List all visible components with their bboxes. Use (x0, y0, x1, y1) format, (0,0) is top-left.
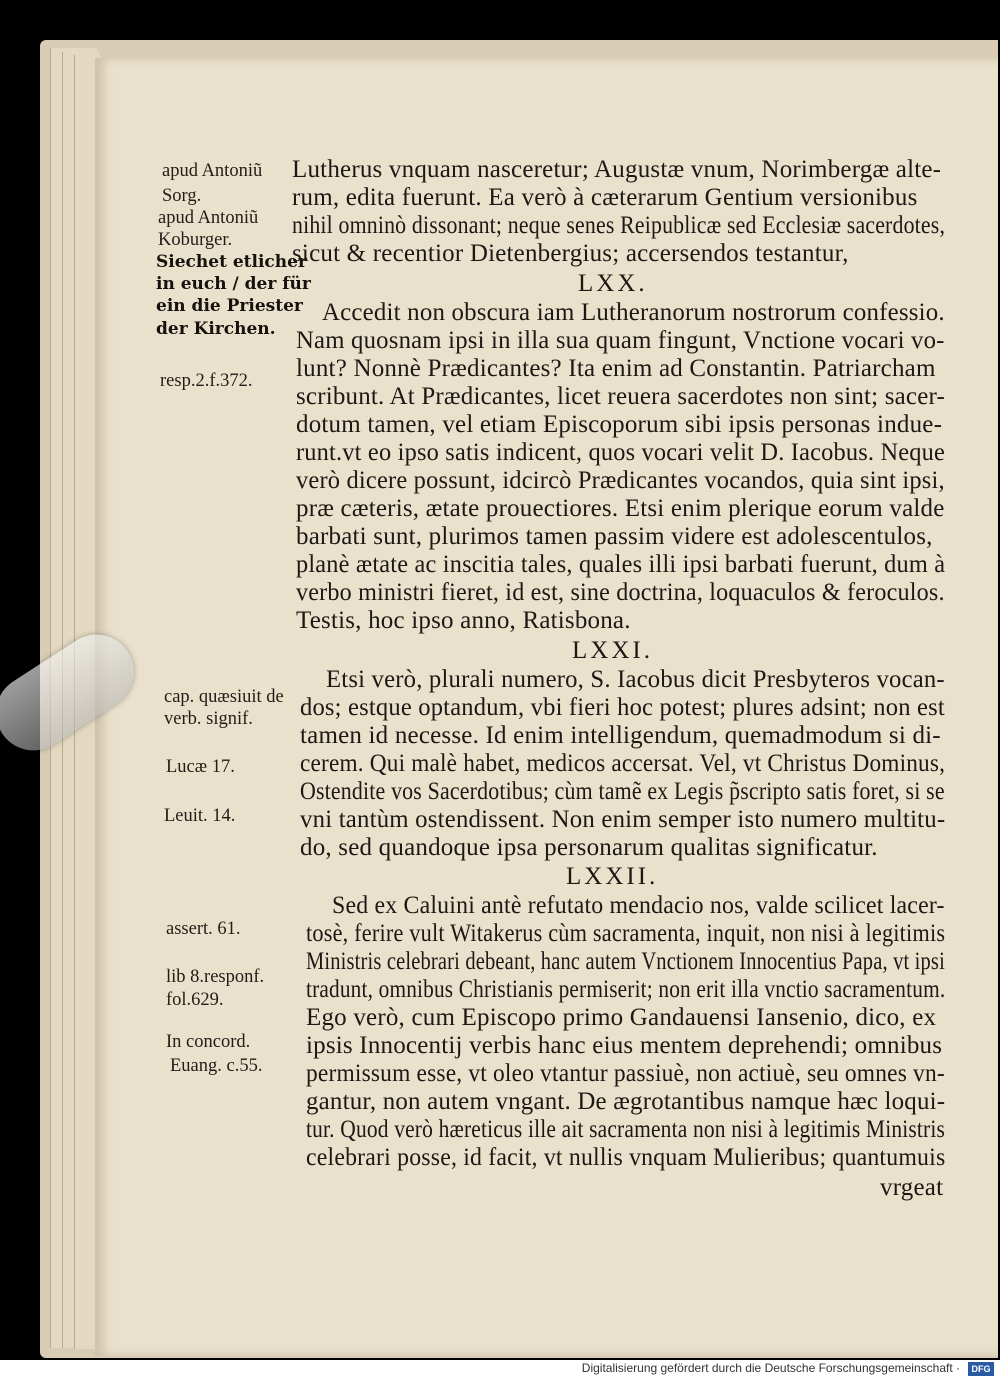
text-line: permissum esse, vt oleo vtantur passiuè, non actiuè, seu omnes vn- (306, 1060, 945, 1087)
text-line: Ministris celebrari debeant, hanc autem Vnctionem Innocentius Papa, vt ipsi (306, 948, 945, 975)
text-line: runt.vt eo ipso satis indicent, quos vocari velit D. Iacobus. Neque (296, 439, 946, 466)
text-line: scribunt. At Prædicantes, licet reuera sacerdotes non sint; sacer- (296, 383, 945, 410)
text-line: verbo ministri fieret, id est, sine doctrina, loquaculos & feroculos. (296, 579, 945, 606)
text-line: tradunt, omnibus Christianis permiserit; non erit illa vnctio sacramentum. (306, 976, 946, 1003)
margin-note: ein die Priester (156, 296, 303, 316)
text-line: Accedit non obscura iam Lutheranorum nostrorum confessio. (322, 299, 945, 326)
margin-note: verb. signif. (164, 709, 253, 729)
margin-note: Siechet etlicher (156, 252, 307, 272)
text-line: cerem. Qui malè habet, medicos accersat. Vel, vt Christus Dominus, (300, 750, 946, 777)
section-heading: LXX. (578, 270, 648, 297)
text-line: præ cæteris, ætate prouectiores. Etsi enim plerique eorum valde (296, 495, 945, 522)
text-line: nihil omninò dissonant; neque senes Reipublicæ sed Ecclesiæ sacerdotes, (292, 212, 946, 239)
margin-note: lib 8.responf. (166, 967, 265, 987)
text-line: dos; estque optandum, vbi fieri hoc potest; plures adsint; non est (300, 694, 945, 721)
text-line: Etsi verò, plurali numero, S. Iacobus dicit Presbyteros vocan- (326, 666, 945, 693)
section-heading: LXXI. (572, 637, 653, 664)
text-line: planè ætate ac inscitia tales, quales illi ipsi barbati fuerunt, dum à (296, 551, 946, 578)
text-line: verò dicere possunt, idcircò Prædicantes vocandos, quia sint ipsi, (296, 467, 945, 494)
text-line: Lutherus vnquam nasceretur; Augustæ vnum, Norimbergæ alte- (292, 156, 942, 183)
text-line: barbati sunt, plurimos tamen passim videre est adolescentulos, (296, 523, 933, 550)
margin-note: Koburger. (158, 230, 233, 250)
footer-credit: Digitalisierung gefördert durch die Deutsche Forschungsgemeinschaft · (581, 1361, 960, 1375)
margin-note: resp.2.f.372. (160, 371, 253, 391)
margin-note: apud Antoniũ (162, 161, 263, 181)
margin-note: assert. 61. (166, 919, 241, 939)
text-line: Nam quosnam ipsi in illa sua quam fingunt, Vnctione vocari vo- (296, 327, 945, 354)
text-line: lunt? Nonnè Prædicantes? Ita enim ad Constantin. Patriarcham (296, 355, 936, 382)
margin-note: Sorg. (162, 186, 202, 206)
text-line: Ego verò, cum Episcopo primo Gandauensi Iansenio, dico, ex (306, 1004, 937, 1031)
text-line: gantur, non autem vngant. De ægrotantibus namque hæc loqui- (306, 1088, 946, 1115)
text-line: Sed ex Caluini antè refutato mendacio nos, valde scilicet lacer- (332, 892, 945, 919)
margin-note: Leuit. 14. (164, 806, 236, 826)
text-line: rum, edita fuerunt. Ea verò à cæterarum Gentium versionibus (292, 184, 918, 211)
margin-note: In concord. (166, 1032, 251, 1052)
text-line: tur. Quod verò hæreticus ille ait sacramenta non nisi à legitimis Ministris (306, 1116, 946, 1143)
text-line: vni tantùm ostendissent. Non enim semper isto numero multitu- (300, 806, 946, 833)
margin-note: Lucæ 17. (166, 757, 235, 777)
margin-note: der Kirchen. (156, 319, 276, 339)
margin-note: cap. quæsiuit de (164, 687, 284, 707)
text-line: celebrari posse, id facit, vt nullis vnquam Mulieribus; quantumuis (306, 1144, 946, 1171)
footer-bar (0, 1360, 1000, 1379)
margin-note: Euang. c.55. (170, 1056, 263, 1076)
text-line: dotum tamen, vel etiam Episcoporum sibi ipsis personas indue- (296, 411, 943, 438)
text-line: ipsis Innocentij verbis hanc eius mentem deprehendi; omnibus (306, 1032, 943, 1059)
section-heading: LXXII. (566, 863, 659, 890)
catchword: vrgeat (880, 1174, 944, 1201)
text-line: Testis, hoc ipso anno, Ratisbona. (296, 607, 631, 634)
text-line: Ostendite vos Sacerdotibus; cùm tamẽ ex Legis p̃scripto satis foret, si se (300, 778, 945, 805)
margin-note: apud Antoniũ (158, 208, 259, 228)
margin-note: in euch / der für (156, 274, 311, 294)
text-line: do, sed quandoque ipsa personarum qualitas significatur. (300, 834, 878, 861)
text-line: sicut & recentior Dietenbergius; accersendos testantur, (292, 240, 849, 267)
text-line: tosè, ferire vult Witakerus cùm sacramenta, inquit, non nisi à legitimis (306, 920, 946, 947)
text-line: tamen id necesse. Id enim intelligendum, quemadmodum si di- (300, 722, 941, 749)
margin-note: fol.629. (166, 990, 224, 1010)
dfg-logo: DFG (968, 1362, 994, 1376)
